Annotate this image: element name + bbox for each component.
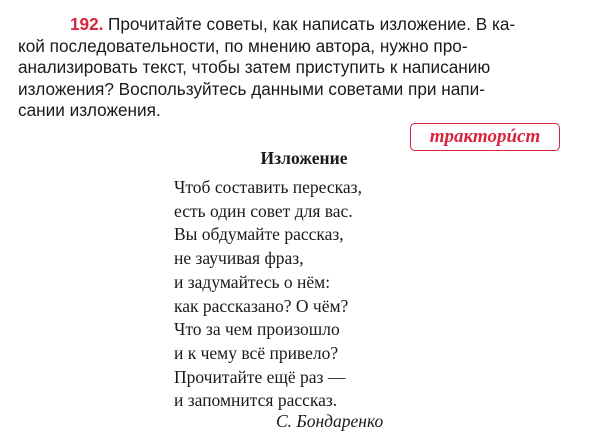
poem-verse-6: как рассказано? О чём? bbox=[174, 295, 349, 316]
poem-verse-3: Вы обдумайте рассказ, bbox=[174, 224, 344, 245]
vocabulary-word-box bbox=[410, 123, 560, 151]
poem bbox=[174, 176, 362, 413]
vocabulary-word: тракторúст bbox=[429, 126, 541, 147]
poem-author: С. Бондаренко bbox=[276, 411, 384, 431]
task-block bbox=[18, 14, 574, 122]
task-text-line-4: изложения? Воспользуйтесь данными советами при напи- bbox=[18, 78, 485, 99]
task-text-line-3: анализировать текст, чтобы затем приступить к написанию bbox=[18, 57, 491, 77]
task-text-line-2: кой последовательности, по мнению автора, нужно про- bbox=[18, 35, 468, 56]
poem-verse-8: и к чему всё привело? bbox=[174, 342, 339, 363]
poem-verse-9: Прочитайте ещё раз — bbox=[174, 366, 346, 387]
task-text-line-5: сании изложения. bbox=[18, 100, 161, 120]
poem-verse-1: Чтоб составить пересказ, bbox=[174, 177, 362, 197]
poem-verse-4: не заучивая фраз, bbox=[174, 248, 304, 269]
poem-verse-7: Что за чем произошло bbox=[174, 319, 340, 340]
poem-verse-5: и задумайтесь о нём: bbox=[174, 271, 331, 292]
poem-title: Изложение bbox=[260, 148, 348, 168]
poem-verse-2: есть один совет для вас. bbox=[174, 200, 353, 221]
poem-verse-10: и запомнится рассказ. bbox=[174, 390, 338, 411]
task-number: 192. bbox=[70, 14, 104, 34]
task-text-line-1: Прочитайте советы, как написать изложение. В ка- bbox=[108, 14, 516, 34]
